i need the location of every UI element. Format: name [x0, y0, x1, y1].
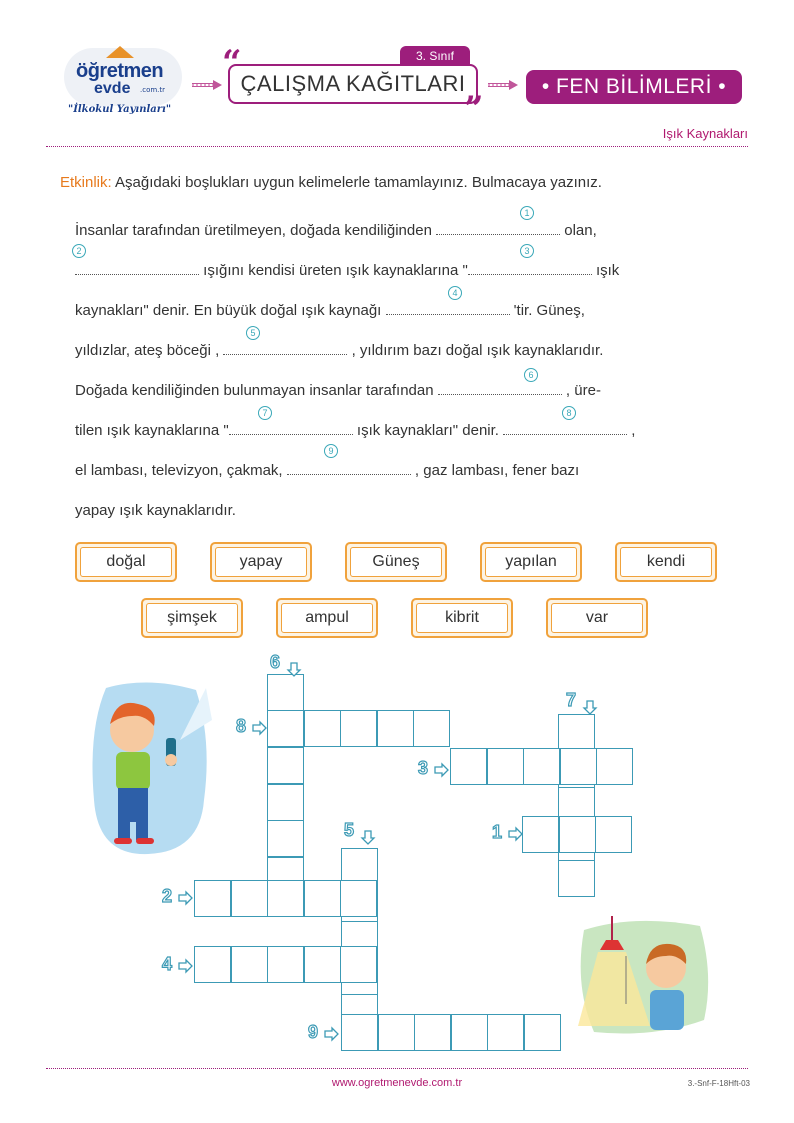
paragraph-line — [75, 462, 735, 479]
crossword-cell[interactable] — [522, 816, 559, 853]
word-chip[interactable] — [480, 542, 582, 582]
blank-number: 8 — [562, 406, 576, 420]
text-segment: ışık kaynakları" denir. — [352, 422, 504, 439]
crossword-cell[interactable] — [487, 748, 524, 785]
crossword-cell[interactable] — [267, 820, 304, 857]
paragraph-line — [75, 342, 735, 359]
arrow-right-icon — [192, 80, 222, 90]
boy-lamp-illustration — [574, 916, 714, 1038]
crossword-cell[interactable] — [194, 946, 231, 983]
crossword-cell[interactable] — [595, 816, 632, 853]
text-segment: 'tir. Güneş, — [509, 302, 585, 319]
arrow-down-icon — [360, 830, 376, 846]
word-chip[interactable] — [210, 542, 312, 582]
paragraph-line — [75, 262, 735, 279]
crossword-cell[interactable] — [267, 880, 304, 917]
paragraph-line — [75, 382, 735, 399]
text-segment: kaynakları" denir. En büyük doğal ışık kaynağı — [75, 302, 386, 319]
arrow-right-icon — [178, 958, 194, 974]
instruction-label: Etkinlik: — [60, 174, 112, 191]
paragraph-line — [75, 422, 735, 439]
word-chip-label: yapılan — [485, 547, 577, 577]
blank-number: 6 — [524, 368, 538, 382]
crossword-cell[interactable] — [524, 1014, 561, 1051]
blank-number: 1 — [520, 206, 534, 220]
blank-3[interactable] — [468, 263, 592, 275]
crossword-cell[interactable] — [378, 1014, 415, 1051]
logo-domain: .com.tr — [140, 86, 166, 94]
logo — [60, 40, 190, 124]
blank-number: 3 — [520, 244, 534, 258]
blank-2[interactable] — [75, 263, 199, 275]
blank-1[interactable] — [436, 223, 560, 235]
arrow-right-icon — [252, 720, 268, 736]
arrow-down-icon — [582, 700, 598, 716]
crossword-cell[interactable] — [596, 748, 633, 785]
word-chip-label: doğal — [80, 547, 172, 577]
arrow-right-icon — [178, 890, 194, 906]
crossword-cell[interactable] — [559, 816, 596, 853]
clue-number: 2 — [162, 886, 173, 906]
word-chip[interactable] — [276, 598, 378, 638]
topic-label: Işık Kaynakları — [662, 126, 748, 141]
word-chip[interactable] — [141, 598, 243, 638]
arrow-right-icon — [488, 80, 518, 90]
text-segment: , — [627, 422, 636, 439]
word-chip-label: kendi — [620, 547, 712, 577]
blank-number: 5 — [246, 326, 260, 340]
logo-subtitle: "İlkokul Yayınları" — [68, 104, 172, 115]
blank-number: 7 — [258, 406, 272, 420]
clue-number: 9 — [308, 1022, 319, 1042]
blank-number: 4 — [448, 286, 462, 300]
boy-flashlight-illustration — [88, 680, 212, 858]
page-title: ÇALIŞMA KAĞITLARI — [228, 64, 478, 104]
clue-number: 7 — [566, 690, 577, 710]
text-segment: İnsanlar tarafından üretilmeyen, doğada kendiliğinden — [75, 222, 437, 239]
clue-number: 6 — [270, 652, 281, 672]
crossword-cell[interactable] — [267, 747, 304, 784]
text-segment: yıldızlar, ateş böceği , — [75, 342, 224, 359]
crossword-cell[interactable] — [558, 714, 595, 751]
word-chip-label: var — [551, 603, 643, 633]
word-chip-label: kibrit — [416, 603, 508, 633]
arrow-right-icon — [508, 826, 524, 842]
blank-6[interactable] — [438, 383, 562, 395]
text-segment: Doğada kendiliğinden bulunmayan insanlar tarafından — [75, 382, 438, 399]
crossword-cell[interactable] — [340, 710, 377, 747]
blank-9[interactable] — [287, 463, 411, 475]
logo-text-2: evde — [94, 80, 131, 97]
word-chip-label: şimşek — [146, 603, 238, 633]
blank-7[interactable] — [229, 423, 353, 435]
footer-url[interactable]: www.ogretmenevde.com.tr — [331, 1077, 463, 1089]
clue-number: 3 — [418, 758, 429, 778]
crossword-cell[interactable] — [267, 784, 304, 821]
text-segment: ışığını kendisi üreten ışık kaynaklarına " — [199, 262, 468, 279]
word-chip[interactable] — [345, 542, 447, 582]
paragraph-line — [75, 222, 735, 239]
instruction-text: Aşağıdaki boşlukları uygun kelimelerle tamamlayınız. Bulmacaya yazınız. — [111, 174, 602, 191]
word-chip[interactable] — [546, 598, 648, 638]
arrow-down-icon — [286, 662, 302, 678]
crossword-cell[interactable] — [560, 748, 597, 785]
subject-badge: • FEN BİLİMLERİ • — [526, 70, 742, 104]
text-segment: tilen ışık kaynaklarına " — [75, 422, 229, 439]
grade-tab: 3. Sınıf — [400, 46, 470, 66]
crossword-cell[interactable] — [413, 710, 450, 747]
word-chip-label: Güneş — [350, 547, 442, 577]
crossword-cell[interactable] — [523, 748, 560, 785]
house-icon — [106, 46, 134, 58]
divider — [46, 1068, 748, 1069]
crossword-cell[interactable] — [450, 748, 487, 785]
word-chip-label: yapay — [215, 547, 307, 577]
crossword-cell[interactable] — [341, 1014, 378, 1051]
text-segment: , gaz lambası, fener bazı — [410, 462, 580, 479]
instruction — [60, 174, 602, 191]
clue-number: 1 — [492, 822, 503, 842]
arrow-right-icon — [324, 1026, 340, 1042]
text-segment: olan, — [560, 222, 597, 239]
crossword-cell[interactable] — [304, 710, 341, 747]
crossword-cell[interactable] — [304, 946, 341, 983]
crossword-cell[interactable] — [267, 674, 304, 711]
word-chip[interactable] — [615, 542, 717, 582]
crossword-cell[interactable] — [377, 710, 414, 747]
word-chip-label: ampul — [281, 603, 373, 633]
paragraph-line — [75, 302, 735, 319]
text-segment: yapay ışık kaynaklarıdır. — [75, 502, 236, 519]
clue-number: 4 — [162, 954, 173, 974]
crossword-cell[interactable] — [267, 710, 304, 747]
clue-number: 5 — [344, 820, 355, 840]
divider — [46, 146, 748, 147]
text-segment: , yıldırım bazı doğal ışık kaynaklarıdır. — [347, 342, 604, 359]
crossword-cell[interactable] — [487, 1014, 524, 1051]
blank-number: 2 — [72, 244, 86, 258]
arrow-right-icon — [434, 762, 450, 778]
crossword-cell[interactable] — [194, 880, 231, 917]
blank-8[interactable] — [503, 423, 627, 435]
crossword-cell[interactable] — [340, 880, 377, 917]
crossword-cell[interactable] — [340, 946, 377, 983]
text-segment: el lambası, televizyon, çakmak, — [75, 462, 287, 479]
text-segment: , üre- — [561, 382, 601, 399]
blank-4[interactable] — [386, 303, 510, 315]
logo-text: öğretmen — [76, 60, 164, 82]
word-chip[interactable] — [75, 542, 177, 582]
clue-number: 8 — [236, 716, 247, 736]
text-segment: ışık — [591, 262, 620, 279]
crossword-cell[interactable] — [558, 860, 595, 897]
crossword-cell[interactable] — [267, 946, 304, 983]
blank-5[interactable] — [223, 343, 347, 355]
quote-open-icon: “ — [222, 43, 242, 83]
blank-number: 9 — [324, 444, 338, 458]
crossword-cell[interactable] — [231, 946, 268, 983]
crossword-cell[interactable] — [304, 880, 341, 917]
footer-code: 3.-Snf-F-18Hft-03 — [687, 1079, 750, 1088]
crossword-cell[interactable] — [231, 880, 268, 917]
word-chip[interactable] — [411, 598, 513, 638]
crossword-cell[interactable] — [451, 1014, 488, 1051]
crossword-cell[interactable] — [414, 1014, 451, 1051]
quote-close-icon: ” — [464, 89, 484, 129]
paragraph-line — [75, 502, 735, 519]
